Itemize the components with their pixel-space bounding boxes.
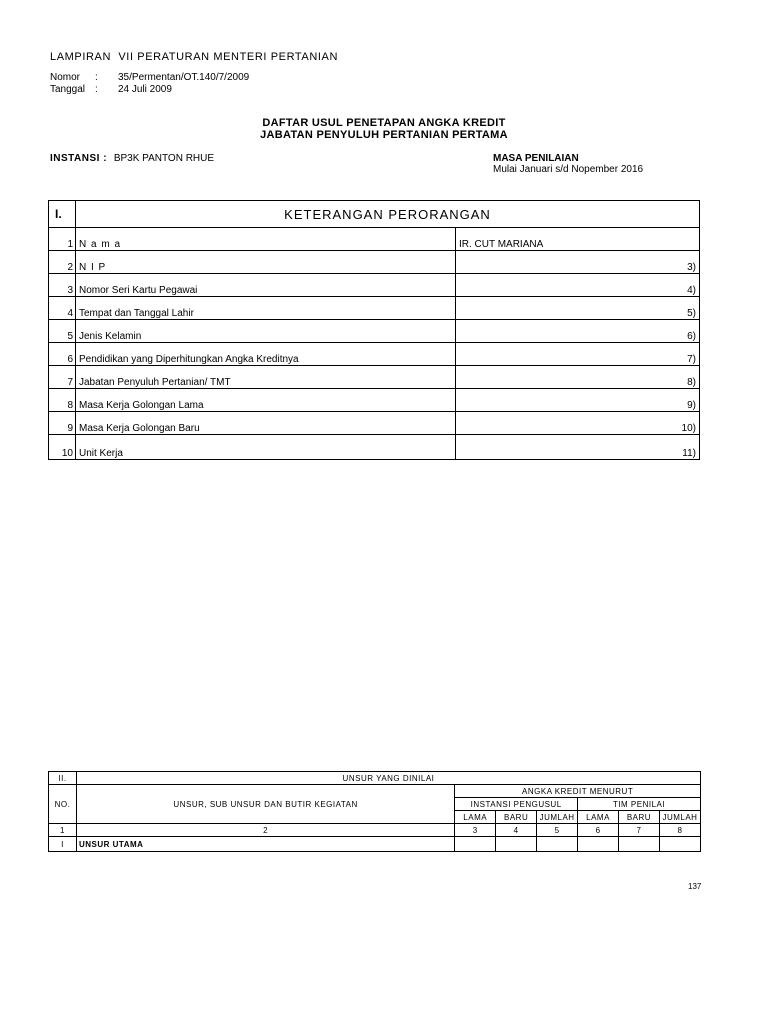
row-label: Masa Kerja Golongan Baru <box>76 412 456 435</box>
baru-header: BARU <box>496 811 537 824</box>
table-row <box>49 297 700 320</box>
baru-header: BARU <box>619 811 660 824</box>
row-label: Nomor Seri Kartu Pegawai <box>76 274 456 297</box>
empty-cell <box>496 837 537 852</box>
table-row <box>49 228 700 251</box>
column-number: 4 <box>496 824 537 837</box>
no-column-header: NO. <box>49 785 77 824</box>
table-row <box>49 320 700 343</box>
table-row <box>49 389 700 412</box>
section2-title: UNSUR YANG DINILAI <box>76 772 700 785</box>
row-label: Masa Kerja Golongan Lama <box>76 389 456 412</box>
table-row <box>49 251 700 274</box>
row-number: 2 <box>49 251 76 274</box>
table-row <box>49 366 700 389</box>
document-title-line1: DAFTAR USUL PENETAPAN ANGKA KREDIT <box>262 117 506 129</box>
row-number: 3 <box>49 274 76 297</box>
row-label: Tempat dan Tanggal Lahir <box>76 297 456 320</box>
instansi-label: INSTANSI : <box>50 153 108 164</box>
empty-cell <box>537 837 578 852</box>
tanggal-value: 24 Juli 2009 <box>118 84 172 95</box>
row-value: 7) <box>456 343 700 366</box>
tanggal-separator: : <box>95 84 98 95</box>
empty-cell <box>619 837 660 852</box>
row-value: 3) <box>456 251 700 274</box>
row-value: IR. CUT MARIANA <box>456 228 700 251</box>
column-number: 3 <box>455 824 496 837</box>
keterangan-perorangan-table <box>48 200 700 460</box>
nomor-separator: : <box>95 72 98 83</box>
column-number: 1 <box>49 824 77 837</box>
section1-header-row <box>49 201 700 228</box>
nomor-value: 35/Permentan/OT.140/7/2009 <box>118 72 250 83</box>
row-number: 4 <box>49 297 76 320</box>
row-label: Jenis Kelamin <box>76 320 456 343</box>
unsur-yang-dinilai-table <box>48 771 701 852</box>
row-number: 5 <box>49 320 76 343</box>
row-label: Jabatan Penyuluh Pertanian/ TMT <box>76 366 456 389</box>
page-number: 137 <box>688 882 702 891</box>
table-row <box>49 837 701 852</box>
tim-penilai-header: TIM PENILAI <box>578 798 701 811</box>
jumlah-header: JUMLAH <box>659 811 700 824</box>
row-number: 1 <box>49 228 76 251</box>
instansi-block <box>50 153 214 164</box>
masa-penilaian-value: Mulai Januari s/d Nopember 2016 <box>493 164 644 175</box>
unsur-column-header: UNSUR, SUB UNSUR DAN BUTIR KEGIATAN <box>76 785 454 824</box>
table-row <box>49 343 700 366</box>
instansi-pengusul-header: INSTANSI PENGUSUL <box>455 798 578 811</box>
table-row <box>49 274 700 297</box>
row-label: UNSUR UTAMA <box>76 837 454 852</box>
column-number: 7 <box>619 824 660 837</box>
row-value: 5) <box>456 297 700 320</box>
table-row <box>49 412 700 435</box>
empty-cell <box>659 837 700 852</box>
table-row <box>49 435 700 460</box>
lama-header: LAMA <box>455 811 496 824</box>
document-title-line2: JABATAN PENYULUH PERTANIAN PERTAMA <box>260 129 508 141</box>
lampiran-heading: LAMPIRAN VII PERATURAN MENTERI PERTANIAN <box>50 51 339 63</box>
jumlah-header: JUMLAH <box>537 811 578 824</box>
lama-header: LAMA <box>578 811 619 824</box>
row-value: 6) <box>456 320 700 343</box>
column-number: 8 <box>659 824 700 837</box>
row-number: 10 <box>49 435 76 460</box>
row-value: 4) <box>456 274 700 297</box>
row-label: Pendidikan yang Diperhitungkan Angka Kreditnya <box>76 343 456 366</box>
row-label: N a m a <box>76 228 456 251</box>
row-number: 8 <box>49 389 76 412</box>
row-value: 8) <box>456 366 700 389</box>
tanggal-label: Tanggal <box>50 84 86 95</box>
empty-cell <box>455 837 496 852</box>
masa-penilaian-label: MASA PENILAIAN <box>493 153 579 164</box>
row-number: I <box>49 837 77 852</box>
column-number: 6 <box>578 824 619 837</box>
row-label: N I P <box>76 251 456 274</box>
nomor-label: Nomor <box>50 72 81 83</box>
instansi-value: BP3K PANTON RHUE <box>113 153 215 164</box>
masa-penilaian-block <box>493 153 643 175</box>
row-value: 11) <box>456 435 700 460</box>
row-number: 7 <box>49 366 76 389</box>
column-number: 5 <box>537 824 578 837</box>
angka-kredit-header: ANGKA KREDIT MENURUT <box>455 785 701 798</box>
section1-number: I. <box>49 201 76 228</box>
column-number: 2 <box>76 824 454 837</box>
row-number: 6 <box>49 343 76 366</box>
section2-number: II. <box>49 772 77 785</box>
row-value: 10) <box>456 412 700 435</box>
empty-cell <box>578 837 619 852</box>
column-number-row <box>49 824 701 837</box>
section2-header-row <box>49 772 701 785</box>
section1-title: KETERANGAN PERORANGAN <box>76 201 700 228</box>
angka-kredit-row <box>49 785 701 798</box>
row-number: 9 <box>49 412 76 435</box>
row-label: Unit Kerja <box>76 435 456 460</box>
row-value: 9) <box>456 389 700 412</box>
